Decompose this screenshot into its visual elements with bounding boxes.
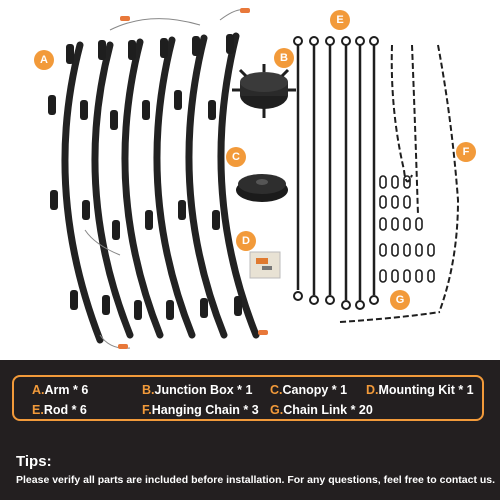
badge-a: A [34,50,54,70]
part-item-junction-box [142,383,252,397]
part-item-chain-link [270,403,373,417]
arms-group [65,36,256,340]
part-text: Mounting Kit * 1 [378,383,474,397]
part-item-hanging-chain [142,403,259,417]
part-text: Chain Link * 20 [283,403,373,417]
part-letter: C. [270,383,283,397]
part-item-arm [32,383,88,397]
part-text: Junction Box * 1 [154,383,253,397]
badge-b: B [274,48,294,68]
badge-d: D [236,231,256,251]
canopy [236,174,288,202]
chain-links [380,176,434,282]
part-text: Canopy * 1 [282,383,348,397]
part-item-mounting-kit [366,383,474,397]
hanging-chains [340,45,458,322]
badge-e: E [330,10,350,30]
badge-f: F [456,142,476,162]
part-letter: A. [32,383,45,397]
mounting-kit-bag [250,252,280,278]
junction-box [232,64,296,118]
part-letter: F. [142,403,152,417]
part-letter: D. [366,383,379,397]
part-item-canopy [270,383,347,397]
part-letter: B. [142,383,155,397]
part-text: Hanging Chain * 3 [151,403,259,417]
badge-g: G [390,290,410,310]
parts-list [12,375,484,421]
tips-text: Please verify all parts are included before installation. For any questions, feel free to contact us. [16,474,496,486]
part-letter: E. [32,403,44,417]
part-letter: G. [270,403,284,417]
part-text: Arm * 6 [44,383,89,397]
info-panel [0,360,500,500]
badge-c: C [226,147,246,167]
part-text: Rod * 6 [43,403,87,417]
tips-title: Tips: [16,453,52,470]
rods-group [298,45,374,300]
part-item-rod [32,403,87,417]
